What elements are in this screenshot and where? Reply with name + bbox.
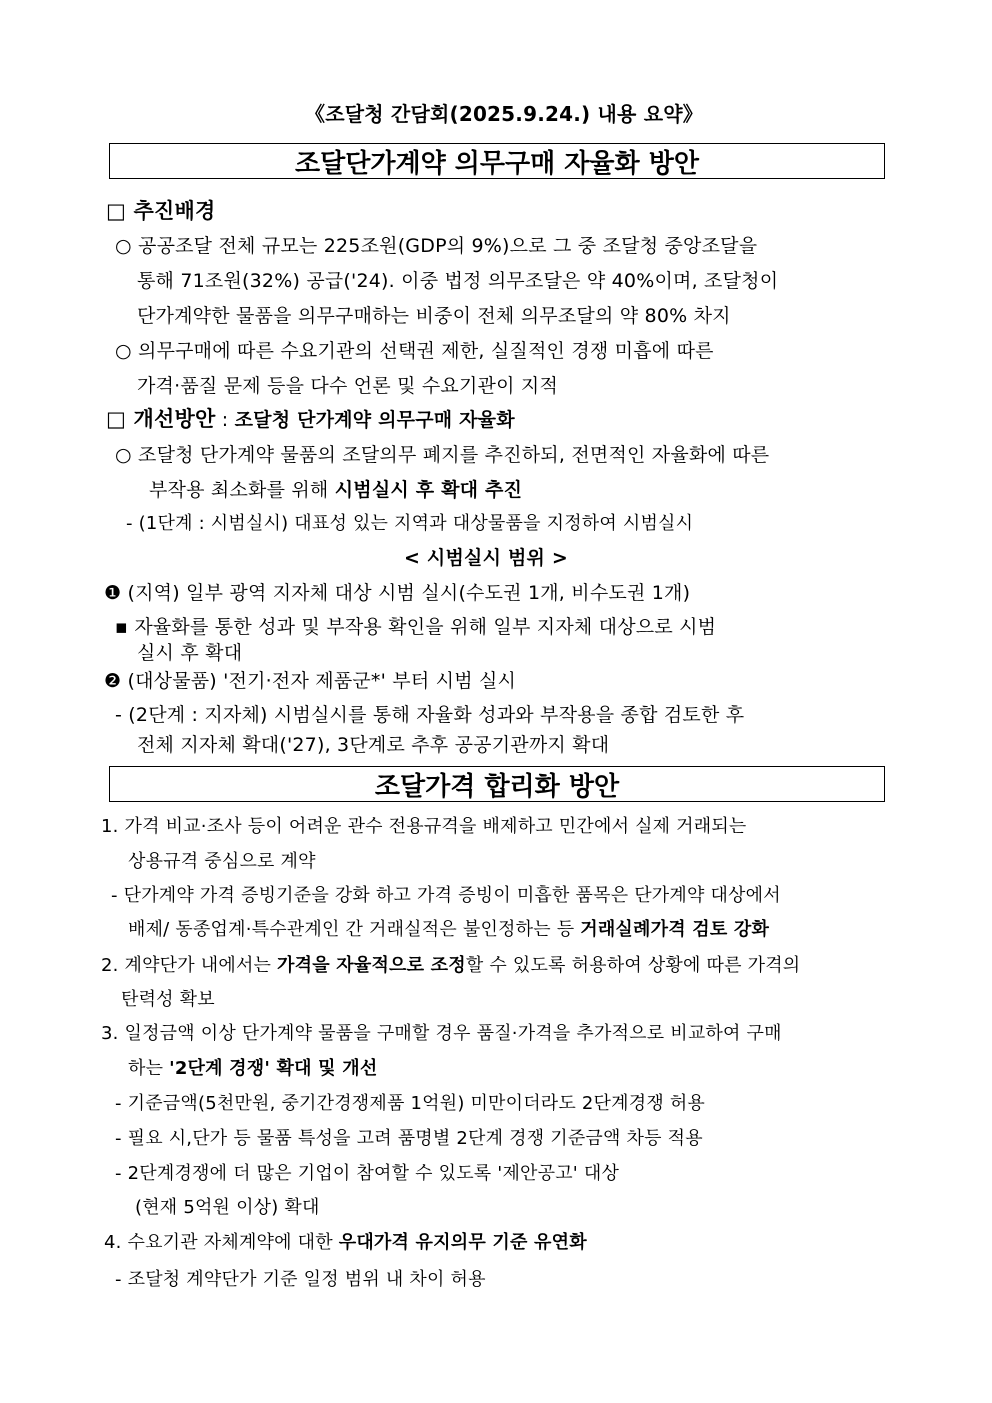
scope-item2: ❷ (대상물품) '전기·전자 제품군*' 부터 시범 실시 <box>104 670 517 692</box>
background-heading: □ 추진배경 <box>106 199 216 223</box>
section1-title: 조달단가계약 의무구매 자율화 방안 <box>295 148 699 179</box>
background-bullet1-line1: ○ 공공조달 전체 규모는 225조원(GDP의 9%)으로 그 중 조달청 중앙조달을 <box>115 235 758 257</box>
item3-sub3-line1: - 2단계경쟁에 더 많은 기업이 참여할 수 있도록 '제안공고' 대상 <box>115 1163 620 1184</box>
improvement-heading-sep: : <box>215 409 235 431</box>
scope-item1-sub-line2: 실시 후 확대 <box>137 642 243 664</box>
item3-line2 <box>128 1055 377 1083</box>
section1-title-box <box>109 143 885 179</box>
item3-line1: 3. 일정금액 이상 단가계약 물품을 구매할 경우 품질·가격을 추가적으로 비교하여 구매 <box>101 1023 782 1044</box>
improvement-heading <box>106 405 515 434</box>
item4-bold: 우대가격 유지의무 기준 유연화 <box>338 1232 587 1253</box>
background-bullet2-line2: 가격·품질 문제 등을 다수 언론 및 수요기관이 지적 <box>137 375 558 397</box>
scope-item1: ❶ (지역) 일부 광역 지자체 대상 시범 실시(수도권 1개, 비수도권 1개) <box>104 582 691 604</box>
item3-sub3-line2: (현재 5억원 이상) 확대 <box>135 1197 320 1218</box>
step1-line: - (1단계 : 시범실시) 대표성 있는 지역과 대상물품을 지정하여 시범실시 <box>126 513 694 534</box>
item3-line2-text: 하는 <box>128 1058 170 1079</box>
step2-line2: 전체 지자체 확대('27), 3단계로 추후 공공기관까지 확대 <box>137 734 610 756</box>
scope-title: < 시범실시 범위 > <box>404 547 569 569</box>
item1-line1: 1. 가격 비교·조사 등이 어려운 관수 전용규격을 배제하고 민간에서 실제 거래되는 <box>101 816 747 837</box>
item3-line2-bold: '2단계 경쟁' 확대 및 개선 <box>169 1058 378 1079</box>
item1-sub-line2-text: 배제/ 동종업계·특수관계인 간 거래실적은 불인정하는 등 <box>128 919 581 940</box>
step2-line1: - (2단계 : 지자체) 시범실시를 통해 자율화 성과와 부작용을 종합 검토한 후 <box>115 704 745 726</box>
improvement-line2-bold: 시범실시 후 확대 추진 <box>334 479 523 501</box>
item2-text-a: 2. 계약단가 내에서는 <box>101 955 278 976</box>
background-bullet1-line2: 통해 71조원(32%) 공급('24). 이중 법정 의무조달은 약 40%이며, 조달청이 <box>137 270 779 292</box>
item4-sub1: - 조달청 계약단가 기준 일정 범위 내 차이 허용 <box>115 1269 486 1290</box>
item1-sub-line2 <box>128 916 769 944</box>
summary-title: 《조달청 간담회(2025.9.24.) 내용 요약》 <box>305 102 703 126</box>
item2-line2: 탄력성 확보 <box>121 989 215 1010</box>
item1-line2: 상용규격 중심으로 계약 <box>128 851 316 872</box>
item1-sub-line2-bold: 거래실례가격 검토 강화 <box>580 919 770 940</box>
item2-line1 <box>101 952 800 980</box>
background-bullet1-line3: 단가계약한 물품을 의무구매하는 비중이 전체 의무조달의 약 80% 차지 <box>137 305 731 327</box>
improvement-heading-text: 조달청 단가계약 의무구매 자율화 <box>234 409 515 431</box>
background-bullet2-line1: ○ 의무구매에 따른 수요기관의 선택권 제한, 실질적인 경쟁 미흡에 따른 <box>115 340 714 362</box>
item3-sub2: - 필요 시,단가 등 물품 특성을 고려 품명별 2단계 경쟁 기준금액 차등 적용 <box>115 1128 703 1149</box>
item4-line <box>104 1229 587 1257</box>
section2-title-box <box>109 766 885 802</box>
item3-sub1: - 기준금액(5천만원, 중기간경쟁제품 1억원) 미만이더라도 2단계경쟁 허용 <box>115 1093 706 1114</box>
improvement-line2-text: 부작용 최소화를 위해 <box>149 479 335 501</box>
section2-title: 조달가격 합리화 방안 <box>374 771 620 802</box>
item2-bold: 가격을 자율적으로 조정 <box>277 955 466 976</box>
item1-sub-line1: - 단가계약 가격 증빙기준을 강화 하고 가격 증빙이 미흡한 품목은 단가계약 대상에서 <box>111 885 781 906</box>
improvement-bullet1-line1: ○ 조달청 단가계약 물품의 조달의무 폐지를 추진하되, 전면적인 자율화에 따른 <box>115 444 770 466</box>
scope-item1-sub-line1: ▪ 자율화를 통한 성과 및 부작용 확인을 위해 일부 지자체 대상으로 시범 <box>115 616 717 638</box>
item4-text: 4. 수요기관 자체계약에 대한 <box>104 1232 339 1253</box>
improvement-bullet1-line2 <box>149 476 522 504</box>
item2-text-c: 할 수 있도록 허용하여 상황에 따른 가격의 <box>465 955 801 976</box>
improvement-heading-label: □ 개선방안 <box>106 407 216 431</box>
